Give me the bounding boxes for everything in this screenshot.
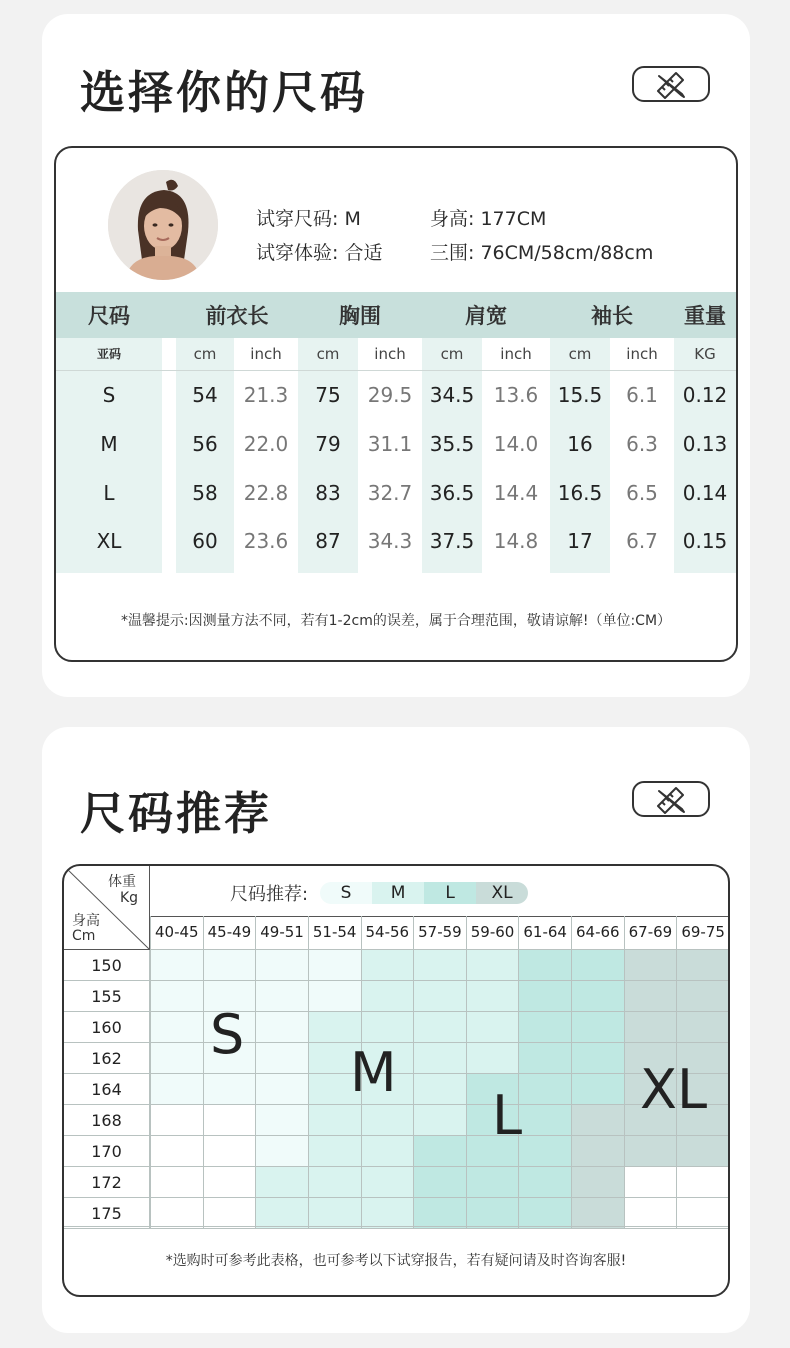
value-cell: 32.7	[367, 480, 413, 505]
grid-cell	[361, 980, 414, 1011]
grid-cell	[677, 1166, 730, 1197]
value-cell: 13.6	[493, 382, 539, 407]
value-cell: 6.7	[626, 529, 658, 553]
grid-cell	[466, 1011, 519, 1042]
grid-cell	[519, 949, 572, 980]
size-chart-card	[42, 14, 750, 697]
grid-cell	[414, 1104, 467, 1135]
model-info-left	[256, 202, 382, 270]
grid-cell	[572, 1073, 625, 1104]
header-shoulder: 肩宽	[422, 292, 550, 338]
grid-row	[151, 949, 730, 980]
grid-cell	[677, 1135, 730, 1166]
table-row	[56, 370, 736, 419]
grid-cell	[624, 1011, 677, 1042]
corner-height: 身高	[72, 913, 100, 929]
header-size: 尺码	[56, 292, 162, 338]
subheader-asia: 亚码	[56, 338, 162, 370]
corner-weight-unit: Kg	[120, 890, 139, 906]
value-cell: 16.5	[550, 468, 610, 517]
legend-xl: XL	[476, 882, 528, 904]
grid-cell	[203, 1197, 256, 1228]
weight-range: 51-54	[308, 916, 361, 949]
grid-cell	[466, 1042, 519, 1073]
legend-pill	[320, 882, 528, 904]
grid-cell	[308, 1135, 361, 1166]
height-label: 155	[64, 981, 150, 1012]
grid-cell	[624, 1135, 677, 1166]
legend-s: S	[320, 882, 372, 904]
subheader-cm: cm	[422, 338, 482, 370]
header-length: 前衣长	[176, 292, 298, 338]
grid-cell	[151, 980, 204, 1011]
ruler-pencil-badge	[632, 66, 710, 102]
value-cell: 6.3	[626, 431, 658, 456]
grid-cell	[519, 980, 572, 1011]
value-cell: 15.5	[550, 370, 610, 419]
grid-cell	[624, 1197, 677, 1228]
corner-height-unit: Cm	[72, 928, 96, 944]
grid-cell	[624, 980, 677, 1011]
model-info-right	[430, 202, 653, 270]
grid-cell	[414, 980, 467, 1011]
value-cell: 14.8	[493, 529, 539, 553]
value-cell: 0.15	[674, 517, 736, 573]
weight-range: 59-60	[466, 916, 519, 949]
value-cell: 21.3	[243, 382, 289, 407]
grid-cell	[151, 1135, 204, 1166]
grid-cell	[361, 1135, 414, 1166]
recommend-note: *选购时可参考此表格，也可参考以下试穿报告，若有疑问请及时咨询客服!	[165, 1253, 627, 1269]
grid-cell	[466, 949, 519, 980]
grid-cell	[414, 1166, 467, 1197]
value-cell: 58	[176, 468, 234, 517]
ruler-pencil-icon	[651, 784, 691, 814]
grid-cell	[519, 1135, 572, 1166]
grid-cell	[361, 1104, 414, 1135]
grid-cell	[308, 1104, 361, 1135]
grid-cell	[519, 1073, 572, 1104]
grid-cell	[308, 1011, 361, 1042]
height-label: 162	[64, 1043, 150, 1074]
ruler-pencil-badge	[632, 781, 710, 817]
size-recommend-card	[42, 727, 750, 1333]
subheader-inch: inch	[610, 338, 674, 370]
grid-cell	[256, 949, 309, 980]
grid-cell	[572, 1166, 625, 1197]
size-cell: M	[56, 419, 162, 468]
subheader-inch: inch	[234, 338, 298, 370]
header-weight: 重量	[674, 292, 736, 338]
ruler-pencil-icon	[651, 69, 691, 99]
value-cell: 35.5	[422, 419, 482, 468]
grid-cell	[519, 1104, 572, 1135]
weight-range: 57-59	[414, 916, 467, 949]
table-row	[56, 517, 736, 573]
model-height: 身高: 177CM	[430, 208, 547, 230]
corner-weight: 体重	[108, 874, 136, 890]
grid-cell	[151, 1011, 204, 1042]
grid-cell	[203, 1073, 256, 1104]
weight-range: 67-69	[624, 916, 677, 949]
grid-cell	[466, 980, 519, 1011]
size-table	[56, 292, 736, 573]
recommend-panel	[62, 864, 730, 1297]
height-label: 160	[64, 1012, 150, 1043]
grid-cell	[677, 980, 730, 1011]
size-cell: S	[56, 370, 162, 419]
trial-size: 试穿尺码: M	[256, 208, 361, 230]
value-cell: 34.3	[367, 529, 413, 553]
subheader-cm: cm	[176, 338, 234, 370]
trial-experience: 试穿体验: 合适	[256, 242, 383, 264]
subheader-inch: inch	[358, 338, 422, 370]
value-cell: 36.5	[422, 468, 482, 517]
grid-cell	[414, 1042, 467, 1073]
grid-cell	[203, 1104, 256, 1135]
height-label: 172	[64, 1167, 150, 1198]
grid-cell	[361, 1011, 414, 1042]
value-cell: 29.5	[367, 382, 413, 407]
grid-cell	[151, 1166, 204, 1197]
model-measurements: 三围: 76CM/58cm/88cm	[430, 242, 654, 264]
measurement-note: *温馨提示:因测量方法不同，若有1-2cm的误差，属于合理范围，敬请谅解!（单位:CM）	[120, 613, 672, 629]
height-labels	[64, 950, 150, 1229]
value-cell: 31.1	[367, 431, 413, 456]
height-label: 175	[64, 1198, 150, 1229]
weight-range: 49-51	[256, 916, 309, 949]
value-cell: 14.0	[493, 431, 539, 456]
grid-cell	[624, 1166, 677, 1197]
grid-cell	[519, 1011, 572, 1042]
grid-cell	[466, 1197, 519, 1228]
grid-cell	[361, 949, 414, 980]
region-label-s: S	[210, 1003, 245, 1066]
grid-row	[151, 1135, 730, 1166]
table-row	[56, 468, 736, 517]
value-cell: 6.5	[626, 480, 658, 505]
value-cell: 56	[176, 419, 234, 468]
section-title: 选择你的尺码	[80, 66, 369, 119]
grid-cell	[308, 1166, 361, 1197]
grid-cell	[414, 1197, 467, 1228]
region-label-m: M	[350, 1041, 397, 1104]
value-cell: 22.8	[243, 480, 289, 505]
grid-cell	[151, 1073, 204, 1104]
grid-row	[151, 1197, 730, 1228]
grid-cell	[414, 1011, 467, 1042]
grid-cell	[256, 1166, 309, 1197]
value-cell: 79	[298, 419, 358, 468]
grid-cell	[361, 1166, 414, 1197]
value-cell: 22.0	[243, 431, 289, 456]
value-cell: 37.5	[422, 517, 482, 573]
weight-range: 45-49	[203, 916, 256, 949]
grid-cell	[519, 1197, 572, 1228]
grid-cell	[308, 1197, 361, 1228]
grid-cell	[361, 1197, 414, 1228]
weight-range: 69-75	[677, 916, 730, 949]
grid-cell	[151, 1197, 204, 1228]
grid-cell	[572, 1135, 625, 1166]
grid-cell	[414, 949, 467, 980]
grid-cell	[256, 1042, 309, 1073]
value-cell: 6.1	[626, 382, 658, 407]
value-cell: 17	[550, 517, 610, 573]
grid-cell	[572, 1104, 625, 1135]
grid-cell	[624, 949, 677, 980]
grid-cell	[256, 1011, 309, 1042]
header-sleeve: 袖长	[550, 292, 674, 338]
value-cell: 60	[176, 517, 234, 573]
legend-m: M	[372, 882, 424, 904]
grid-cell	[677, 1011, 730, 1042]
grid-cell	[256, 980, 309, 1011]
grid-cell	[151, 1104, 204, 1135]
grid-cell	[572, 1197, 625, 1228]
weight-range: 64-66	[572, 916, 625, 949]
legend-l: L	[424, 882, 476, 904]
size-table-panel	[54, 146, 738, 662]
table-row	[56, 419, 736, 468]
value-cell: 0.13	[674, 419, 736, 468]
grid-cell	[151, 1042, 204, 1073]
grid-cell	[414, 1073, 467, 1104]
grid-cell	[572, 1042, 625, 1073]
weight-range: 54-56	[361, 916, 414, 949]
value-cell: 83	[298, 468, 358, 517]
value-cell: 16	[550, 419, 610, 468]
size-cell: L	[56, 468, 162, 517]
grid-cell	[308, 949, 361, 980]
weight-range: 61-64	[519, 916, 572, 949]
height-label: 164	[64, 1074, 150, 1105]
grid-cell	[256, 1073, 309, 1104]
value-cell: 14.4	[493, 480, 539, 505]
size-cell: XL	[56, 517, 162, 573]
section-title: 尺码推荐	[80, 787, 273, 840]
model-avatar	[108, 170, 218, 280]
value-cell: 23.6	[243, 529, 289, 553]
grid-cell	[308, 980, 361, 1011]
grid-cell	[572, 949, 625, 980]
grid-row	[151, 1166, 730, 1197]
region-label-xl: XL	[640, 1058, 708, 1121]
subheader-kg: KG	[674, 338, 736, 370]
grid-cell	[203, 1166, 256, 1197]
size-legend	[230, 880, 528, 906]
value-cell: 75	[298, 370, 358, 419]
height-label: 168	[64, 1105, 150, 1136]
grid-cell	[677, 949, 730, 980]
value-cell: 0.12	[674, 370, 736, 419]
grid-cell	[256, 1197, 309, 1228]
grid-cell	[677, 1197, 730, 1228]
region-label-l: L	[492, 1084, 523, 1147]
grid-cell	[519, 1042, 572, 1073]
height-label: 150	[64, 950, 150, 981]
subheader-cm: cm	[550, 338, 610, 370]
grid-cell	[572, 1011, 625, 1042]
header-chest: 胸围	[298, 292, 422, 338]
grid-cell	[466, 1166, 519, 1197]
subheader-inch: inch	[482, 338, 550, 370]
grid-cell	[256, 1104, 309, 1135]
value-cell: 87	[298, 517, 358, 573]
grid-cell	[203, 1135, 256, 1166]
value-cell: 0.14	[674, 468, 736, 517]
weight-range: 40-45	[151, 916, 204, 949]
grid-cell	[203, 949, 256, 980]
grid-cell	[151, 949, 204, 980]
subheader-cm: cm	[298, 338, 358, 370]
height-label: 170	[64, 1136, 150, 1167]
grid-cell	[572, 980, 625, 1011]
value-cell: 54	[176, 370, 234, 419]
grid-cell	[256, 1135, 309, 1166]
grid-cell	[414, 1135, 467, 1166]
value-cell: 34.5	[422, 370, 482, 419]
grid-cell	[519, 1166, 572, 1197]
corner-header	[64, 866, 150, 950]
legend-label: 尺码推荐:	[230, 884, 309, 905]
